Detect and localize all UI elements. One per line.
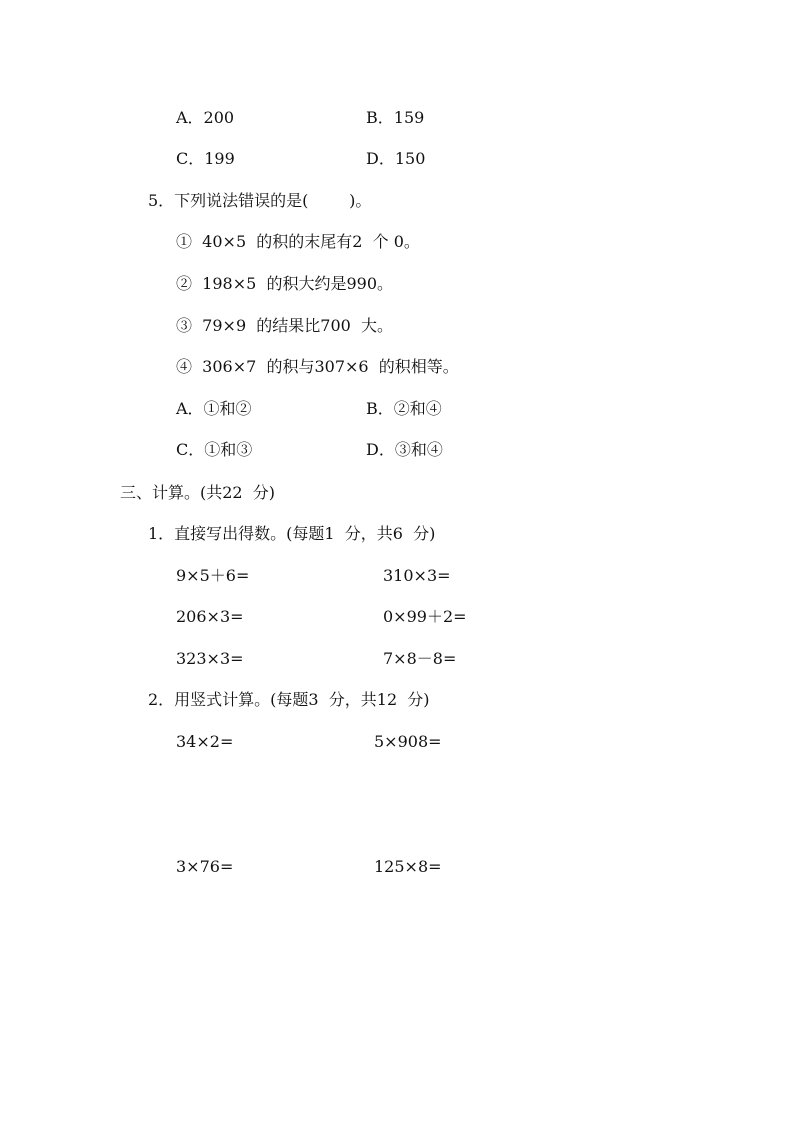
q4-option-d: D．150	[366, 149, 426, 168]
q5-option-d: D．③和④	[366, 440, 443, 459]
part1-item-5: 323×3=	[176, 649, 244, 668]
q5-statement-1: ① 40×5 的积的末尾有2 个 0。	[176, 232, 420, 251]
part1-title: 1．直接写出得数。(每题1 分，共6 分)	[148, 524, 436, 543]
part2-item-3: 3×76=	[176, 857, 234, 876]
q5-statement-4: ④ 306×7 的积与307×6 的积相等。	[176, 357, 459, 376]
q4-option-c: C．199	[176, 149, 235, 168]
part1-item-2: 310×3=	[383, 566, 451, 585]
q5-stem: 5．下列说法错误的是( )。	[148, 191, 372, 210]
part2-item-1: 34×2=	[176, 732, 234, 751]
part2-title: 2．用竖式计算。(每题3 分，共12 分)	[148, 690, 430, 709]
part1-item-4: 0×99＋2=	[383, 607, 467, 626]
part2-item-2: 5×908=	[374, 732, 442, 751]
q5-option-c: C．①和③	[176, 440, 253, 459]
q5-option-b: B．②和④	[366, 399, 442, 418]
part2-item-4: 125×8=	[374, 857, 442, 876]
q5-statement-3: ③ 79×9 的结果比700 大。	[176, 316, 394, 335]
part1-item-3: 206×3=	[176, 607, 244, 626]
q4-option-b: B．159	[366, 108, 425, 127]
q5-statement-2: ② 198×5 的积大约是990。	[176, 274, 394, 293]
q5-option-a: A．①和②	[176, 399, 252, 418]
part1-item-6: 7×8－8=	[383, 649, 457, 668]
section3-heading: 三、计算。(共22 分)	[120, 483, 276, 502]
q4-option-a: A．200	[176, 108, 235, 127]
part1-item-1: 9×5＋6=	[176, 566, 250, 585]
